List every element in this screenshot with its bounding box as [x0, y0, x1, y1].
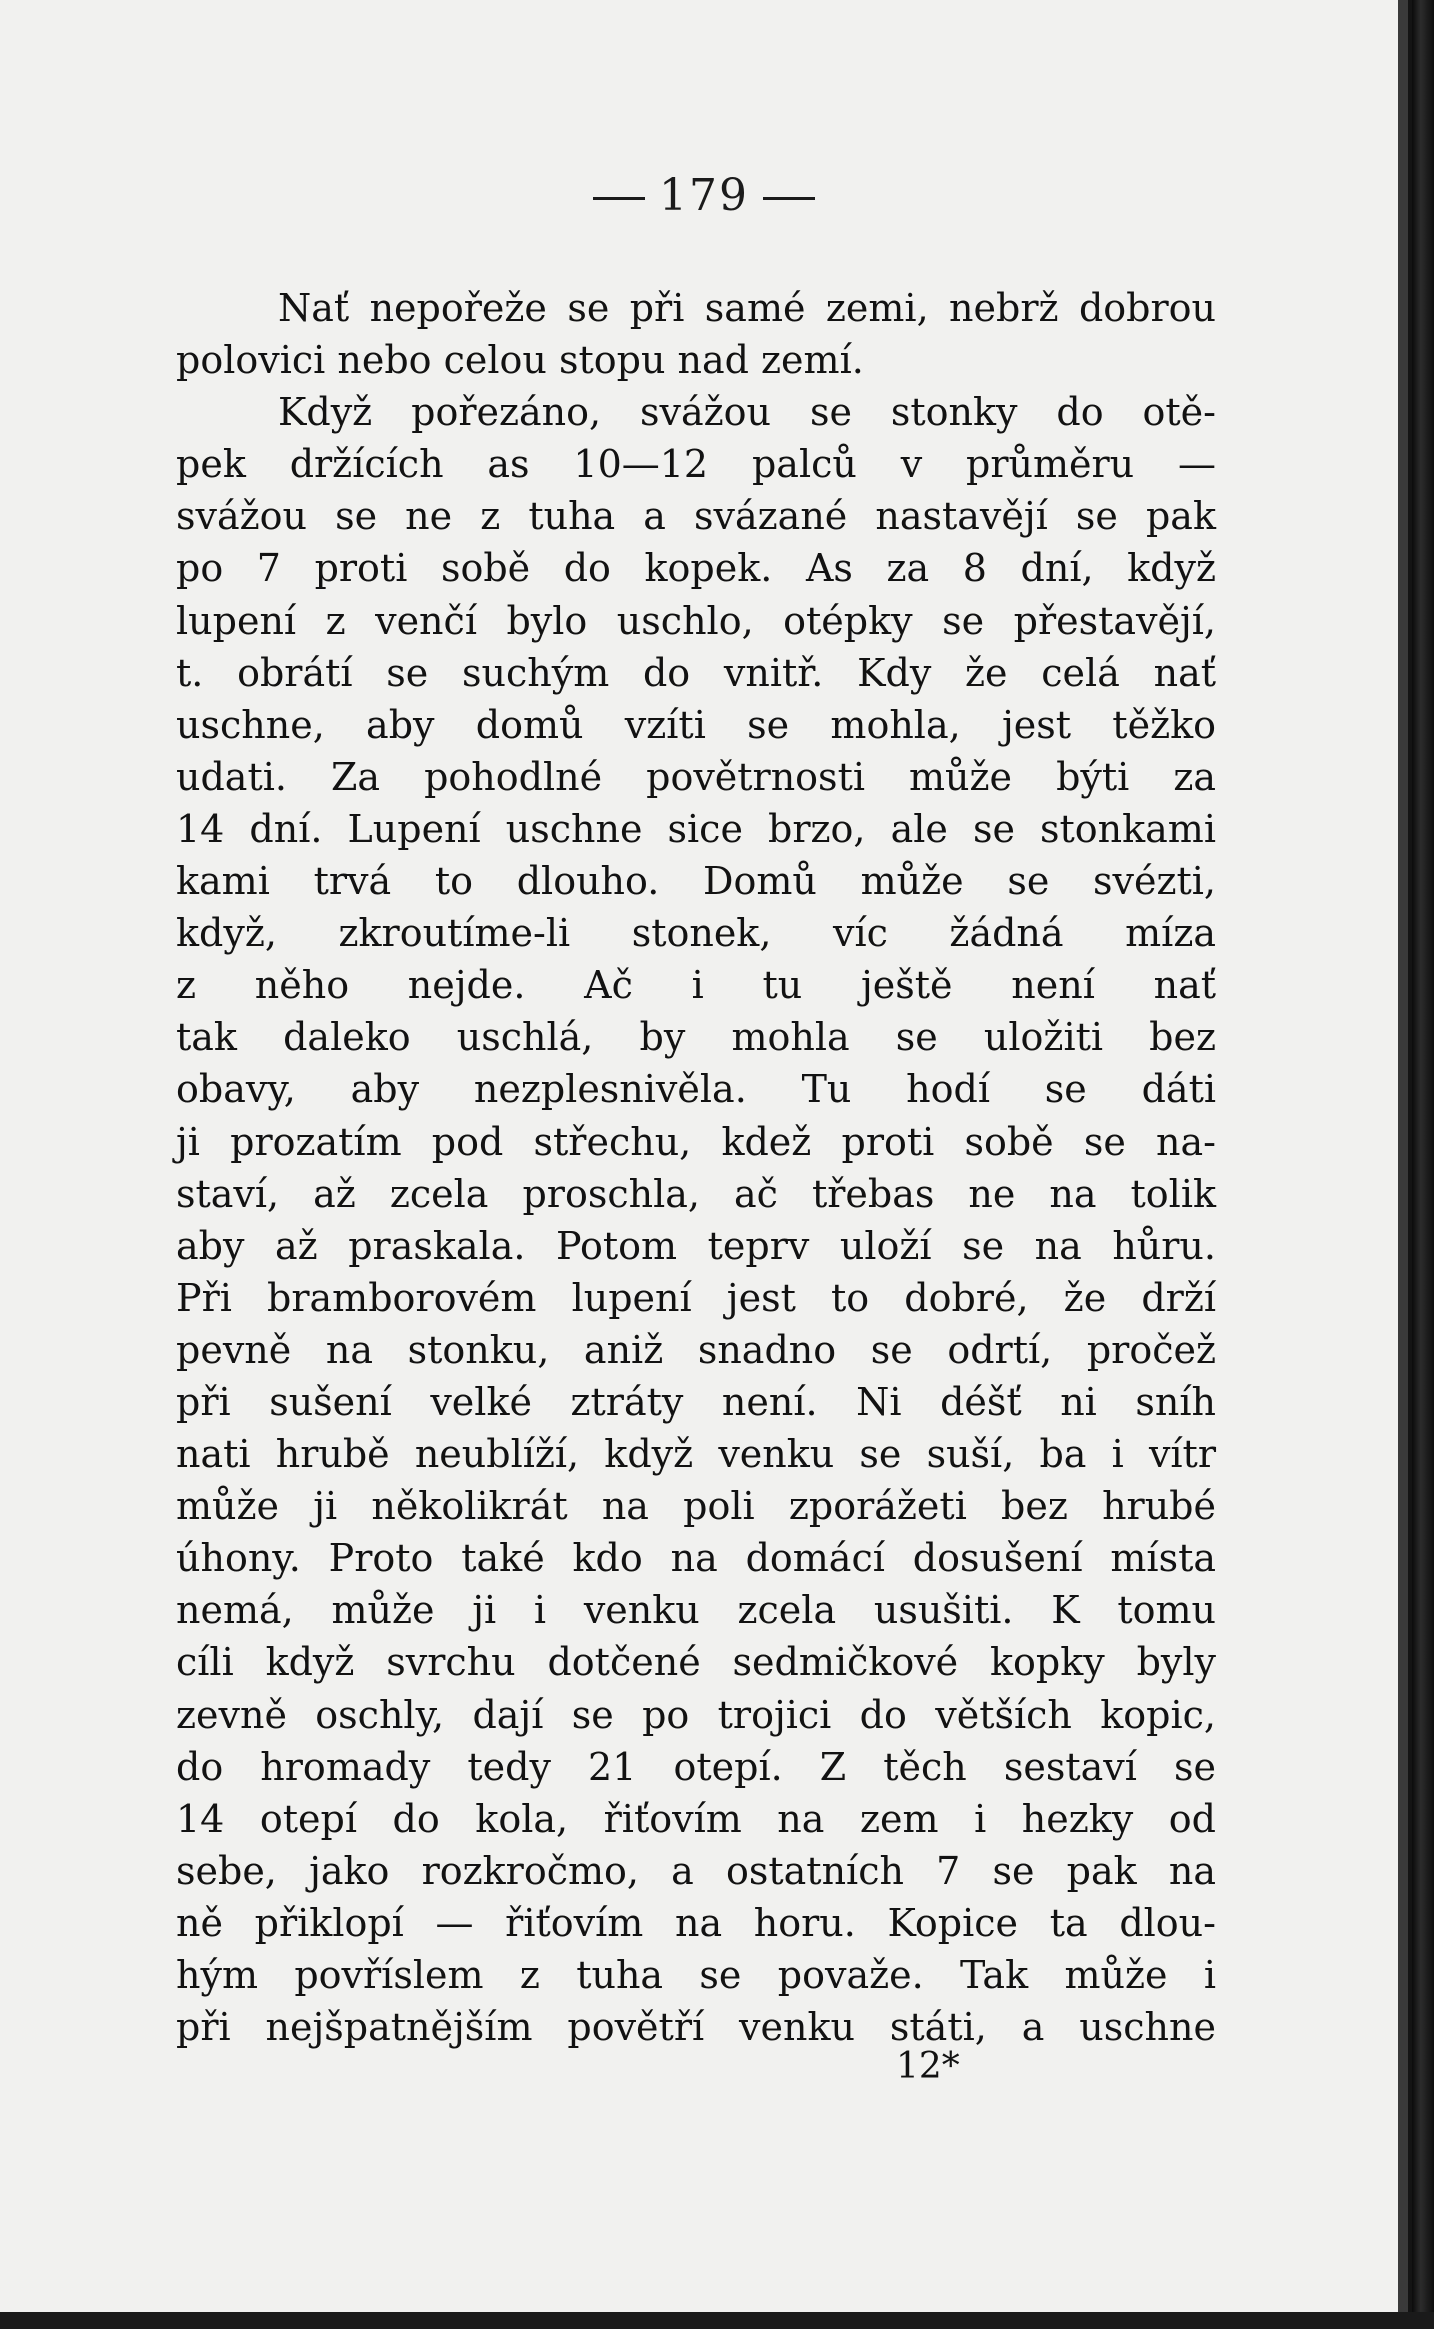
text-line: lupení z venčí bylo uschlo, otépky se přestavějí, — [176, 598, 1216, 643]
text-line: nemá, může ji i venku zcela usušiti. K tomu — [176, 1588, 1216, 1633]
text-line: Nať nepořeže se při samé zemi, nebrž dobrou — [278, 286, 1216, 330]
text-line: t. obrátí se suchým do vnitř. Kdy že celá nať — [176, 650, 1216, 695]
text-line: do hromady tedy 21 otepí. Z těch sestaví se — [176, 1744, 1216, 1789]
text-line: když, zkroutíme-li stonek, víc žádná míza — [176, 911, 1216, 956]
text-line: cíli když svrchu dotčené sedmičkové kopky byly — [176, 1640, 1216, 1685]
text-line: aby až praskala. Potom teprv uloží se na hůru. — [176, 1223, 1216, 1268]
text-line: 14 dní. Lupení uschne sice brzo, ale se stonkami — [176, 806, 1216, 851]
header-dash-left — [593, 197, 645, 200]
text-line: pevně na stonku, aniž snadno se odrtí, pročež — [176, 1327, 1216, 1372]
text-line: polovici nebo celou stopu nad zemí. — [176, 338, 864, 383]
page-edge-right — [1412, 0, 1434, 2329]
text-line: 14 otepí do kola, řiťovím na zem i hezky od — [176, 1796, 1216, 1841]
text-line: při sušení velké ztráty není. Ni déšť ni sníh — [176, 1379, 1216, 1424]
text-line: tak daleko uschlá, by mohla se uložiti bez — [176, 1015, 1216, 1060]
text-line: pek držících as 10—12 palců v průměru — — [176, 442, 1216, 487]
text-line: zevně oschly, dají se po trojici do větších kopic, — [176, 1692, 1216, 1737]
text-line: hým povříslem z tuha se považe. Tak může i — [176, 1953, 1216, 1997]
text-line: svážou se ne z tuha a svázané nastavějí se pak — [176, 494, 1216, 539]
text-line: udati. Za pohodlné povětrnosti může býti za — [176, 754, 1216, 799]
signature-mark: 12* — [896, 2046, 960, 2087]
text-line: uschne, aby domů vzíti se mohla, jest těžko — [176, 702, 1216, 747]
text-line: při nejšpatnějším povětří venku státi, a uschne — [176, 2005, 1216, 2050]
text-line: obavy, aby nezplesnivěla. Tu hodí se dáti — [176, 1067, 1216, 1112]
text-line: Když pořezáno, svážou se stonky do otě- — [278, 390, 1216, 435]
text-line: ně přiklopí — řiťovím na horu. Kopice ta dlou- — [176, 1900, 1216, 1945]
text-line: po 7 proti sobě do kopek. As za 8 dní, když — [176, 546, 1216, 591]
text-line: nati hrubě neublíží, když venku se suší, ba i vítr — [176, 1432, 1216, 1477]
text-line: kami trvá to dlouho. Domů může se svézti, — [176, 859, 1216, 904]
text-line: může ji několikrát na poli zporážeti bez hrubé — [176, 1484, 1216, 1529]
text-line: sebe, jako rozkročmo, a ostatních 7 se pak na — [176, 1848, 1216, 1893]
header-dash-right — [763, 197, 815, 200]
text-line: úhony. Proto také kdo na domácí dosušení místa — [176, 1536, 1216, 1581]
body-text — [176, 282, 1216, 2053]
page-header — [0, 170, 1408, 221]
text-line: ji prozatím pod střechu, kdež proti sobě se na- — [176, 1119, 1216, 1164]
page-edge-bottom — [0, 2312, 1434, 2329]
text-line: Při bramborovém lupení jest to dobré, že drží — [176, 1275, 1216, 1320]
page-number: 179 — [659, 170, 749, 221]
text-line: z něho nejde. Ač i tu ještě není nať — [176, 963, 1216, 1008]
text-line: staví, až zcela proschla, ač třebas ne na tolik — [176, 1171, 1216, 1216]
